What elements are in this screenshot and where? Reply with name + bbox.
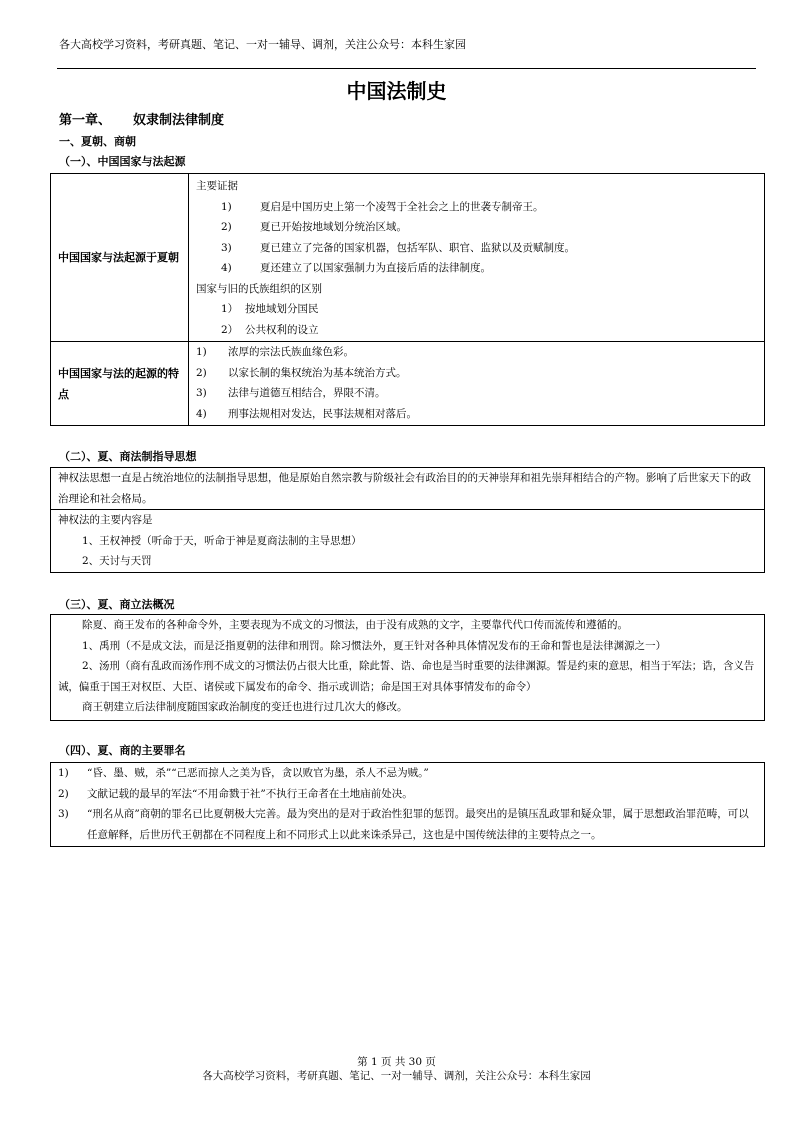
section-3-table	[50, 614, 765, 721]
difference-intro: 国家与旧的氏族组织的区别	[196, 282, 322, 295]
shang-revision-paragraph: 商王朝建立后法律制度随国家政治制度的变迁也进行过几次大的修改。	[82, 701, 408, 713]
overview-paragraph: 除夏、商王发布的各种命令外，主要表现为不成文的习惯法，由于没有成熟的文字，主要靠代代口传而流传和遵循的。	[82, 619, 628, 631]
evidence-intro: 主要证据	[196, 180, 238, 192]
section-1-table	[50, 173, 765, 426]
section-2-table	[50, 467, 765, 573]
header-text: 各大高校学习资料，考研真题、笔记、一对一辅导、调剂，关注公众号：本科生家园	[59, 38, 466, 51]
list-item: 3) 夏已建立了完备的国家机器，包括军队、职官、监狱以及贡赋制度。	[221, 241, 575, 254]
table-row	[51, 763, 765, 847]
header-divider	[57, 68, 756, 69]
table-row	[51, 615, 765, 721]
list-item: 3) “刑名从商”商朝的罪名已比夏朝极大完善。最为突出的是对于政治性犯罪的惩罚。最突出的是镇压乱政罪和疑众罪，属于思想政治罪范畴，可以任意解释，后世历代王朝都在不同程度上和不同形式上以此来诛杀异己，这也是中国传统法律的主要特点之一。	[58, 808, 749, 841]
list-item: 2) 以家长制的集权统治为基本统治方式。	[196, 366, 407, 379]
list-item: 1) 夏启是中国历史上第一个凌驾于全社会之上的世袭专制帝王。	[221, 200, 544, 213]
table-row	[51, 342, 765, 426]
document-title: 中国法制史	[346, 79, 447, 103]
footer-text: 各大高校学习资料，考研真题、笔记、一对一辅导、调剂，关注公众号：本科生家园	[202, 1070, 591, 1082]
list-item: 4) 夏还建立了以国家强制力为直接后盾的法律制度。	[221, 262, 491, 274]
table-row	[51, 468, 765, 510]
part-heading: 一、夏朝、商朝	[59, 135, 136, 148]
section-4-table	[50, 762, 765, 847]
table-row	[51, 510, 765, 573]
list-item: 1） 按地域划分国民	[221, 303, 319, 315]
row-label: 中国国家与法的起源的特点	[58, 366, 179, 401]
list-item: 3) 法律与道德互相结合，界限不清。	[196, 387, 386, 399]
list-item: 2) 夏已开始按地域划分统治区域。	[221, 221, 407, 233]
list-item: 2) 文献记载的最早的军法“不用命戮于社”不执行王命者在土地庙前处决。	[58, 787, 413, 800]
yu-xing-paragraph: 1、禹刑（不是成文法，而是泛指夏朝的法律和刑罚。除习惯法外，夏王针对各种具体情况发布的王命和誓也是法律渊源之一）	[82, 639, 667, 652]
chapter-number: 第一章、	[59, 113, 112, 128]
section-1-heading: （一）、中国国家与法起源	[59, 155, 186, 168]
chapter-name: 奴隶制法律制度	[133, 113, 225, 128]
list-item: 1) 浓厚的宗法氏族血缘色彩。	[196, 346, 354, 358]
list-item: 1、王权神授（听命于天，听命于神是夏商法制的主导思想）	[82, 534, 362, 547]
list-item: 4) 刑事法规相对发达，民事法规相对落后。	[196, 407, 417, 420]
list-item: 2） 公共权利的设立	[221, 323, 319, 336]
section-3-heading: （三）、夏、商立法概况	[59, 598, 175, 611]
section-4-heading: （四）、夏、商的主要罪名	[59, 744, 186, 757]
content-intro: 神权法的主要内容是	[58, 514, 153, 526]
row-label: 中国国家与法起源于夏朝	[58, 251, 179, 264]
list-item: 1) “昏、墨、贼，杀”“己恶而掠人之美为昏，贪以败官为墨，杀人不忌为贼。”	[58, 767, 429, 779]
page-number: 第 1 页 共 30 页	[357, 1056, 436, 1068]
theory-paragraph: 神权法思想一直是占统治地位的法制指导思想，他是原始自然宗教与阶级社会有政治目的的天神崇拜和祖先崇拜相结合的产物。影响了后世家天下的政治理论和社会格局。	[58, 472, 751, 505]
tang-xing-paragraph: 2、汤刑（商有乱政而汤作刑不成文的习惯法仍占很大比重，除此誓、诰、命也是当时重要的法律渊源。誓是约束的意思，相当于军法；诰，含义告诫，偏重于国王对权臣、大臣、诸侯或下属发布的命令、指示或训诰；命是国王对具体事情发布的命令）	[58, 660, 755, 693]
table-row	[51, 174, 765, 342]
list-item: 2、天讨与天罚	[82, 555, 152, 567]
section-2-heading: （二）、夏、商法制指导思想	[59, 450, 197, 463]
chapter-heading	[59, 112, 224, 130]
